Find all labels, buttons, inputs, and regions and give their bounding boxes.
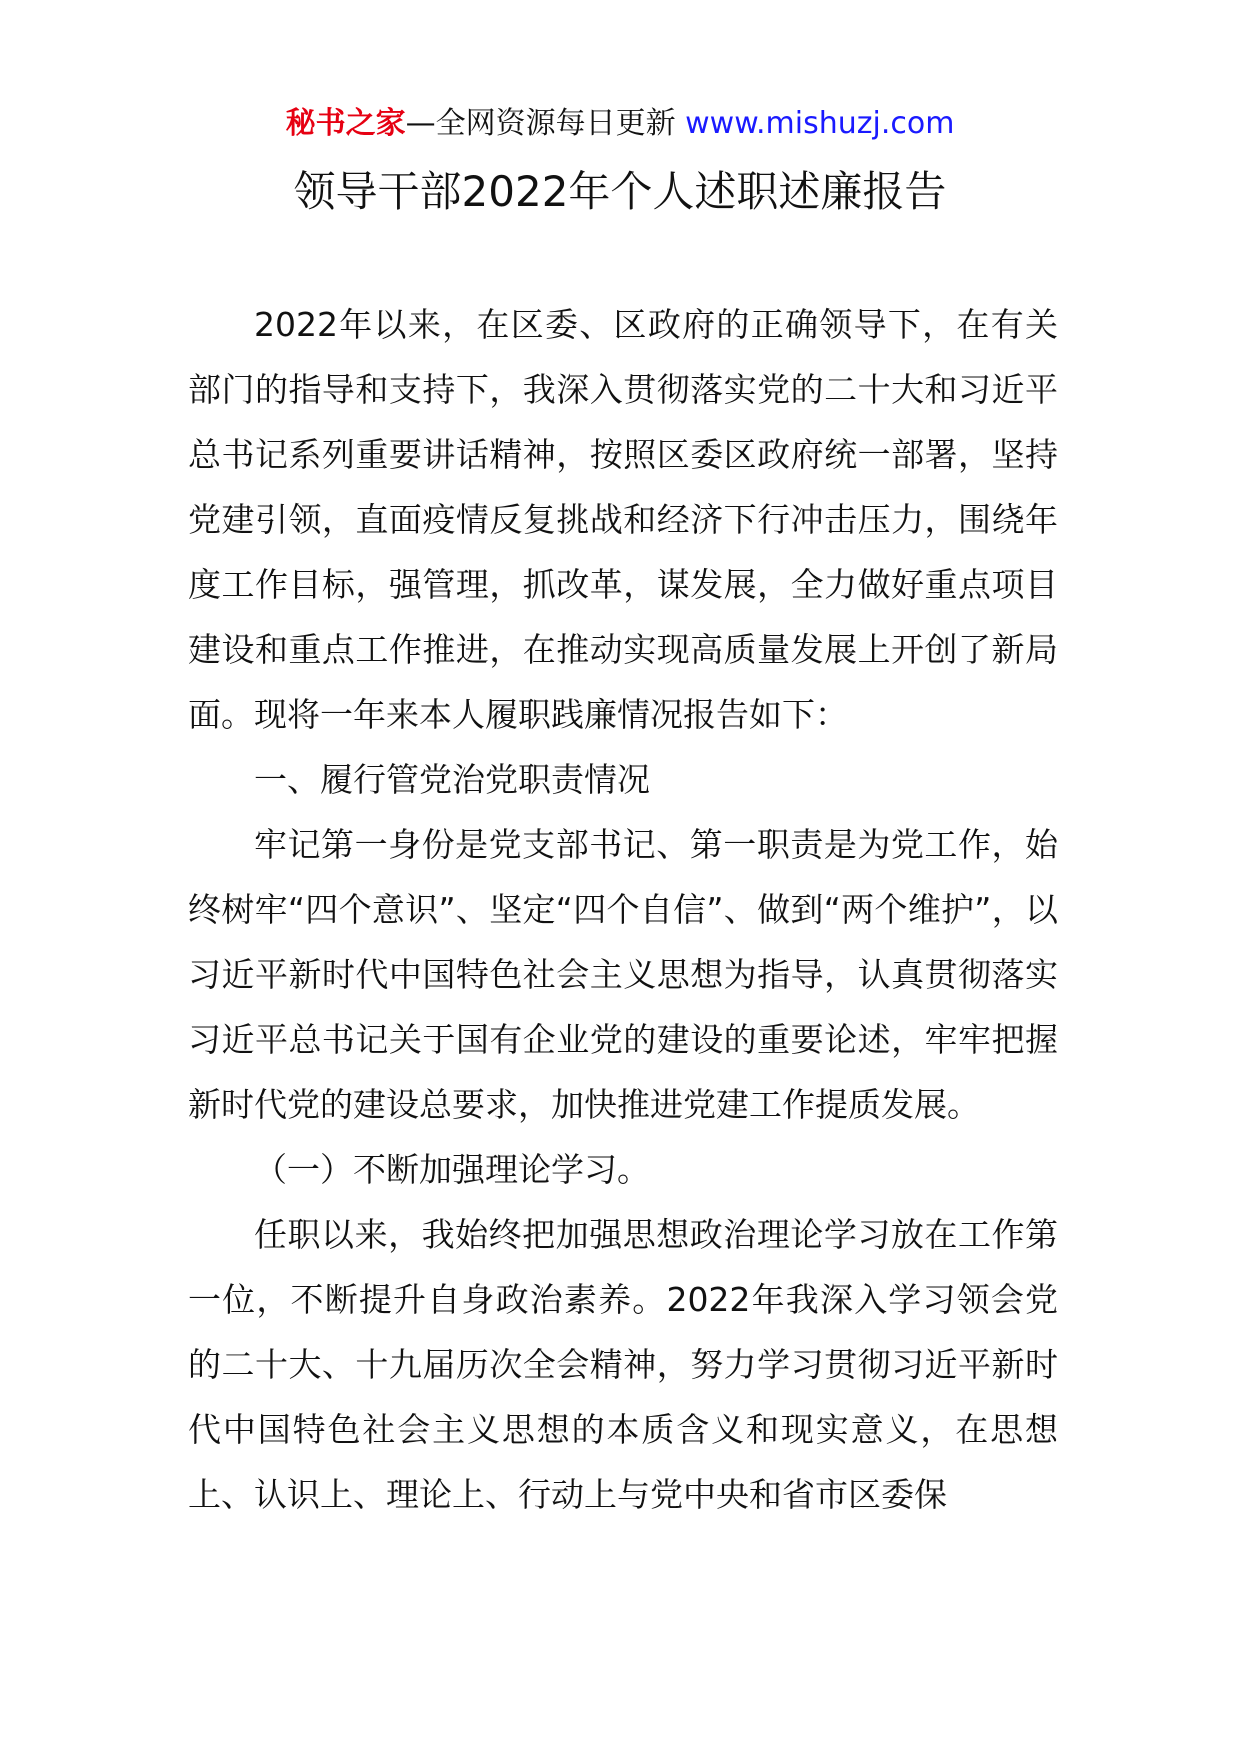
section-heading-1: 一、履行管党治党职责情况 bbox=[254, 760, 650, 799]
watermark-brand: 秘书之家 bbox=[285, 106, 406, 141]
paragraph-subsection-1: 任职以来，我始终把加强思想政治理论学习放在工作第一位，不断提升自身政治素养。2022年我深入学习领会党的二十大、十九届历次全会精神，努力学习贯彻习近平新时代中国特色社会主义思想的本质含义和现实意义，在思想上、认识上、理论上、行动上与党中央和省市区委保 bbox=[188, 1215, 1058, 1514]
watermark-header bbox=[0, 104, 1240, 144]
watermark-site: www.mishuzj.com bbox=[685, 106, 955, 141]
document-title: 领导干部2022年个人述职述廉报告 bbox=[293, 167, 947, 216]
paragraph-intro: 2022年以来，在区委、区政府的正确领导下，在有关部门的指导和支持下，我深入贯彻落实党的二十大和习近平总书记系列重要讲话精神，按照区委区政府统一部署，坚持党建引领，直面疫情反复挑战和经济下行冲击压力，围绕年度工作目标，强管理，抓改革，谋发展，全力做好重点项目建设和重点工作推进，在推动实现高质量发展上开创了新局面。现将一年来本人履职践廉情况报告如下： bbox=[188, 305, 1058, 734]
document-body bbox=[188, 292, 1058, 1527]
watermark-slogan: —全网资源每日更新 bbox=[405, 106, 686, 141]
paragraph-section-1: 牢记第一身份是党支部书记、第一职责是为党工作，始终树牢“四个意识”、坚定“四个自信”、做到“两个维护”，以习近平新时代中国特色社会主义思想为指导，认真贯彻落实习近平总书记关于国有企业党的建设的重要论述，牢牢把握新时代党的建设总要求，加快推进党建工作提质发展。 bbox=[188, 825, 1058, 1124]
subsection-heading-1: （一）不断加强理论学习。 bbox=[254, 1150, 650, 1189]
